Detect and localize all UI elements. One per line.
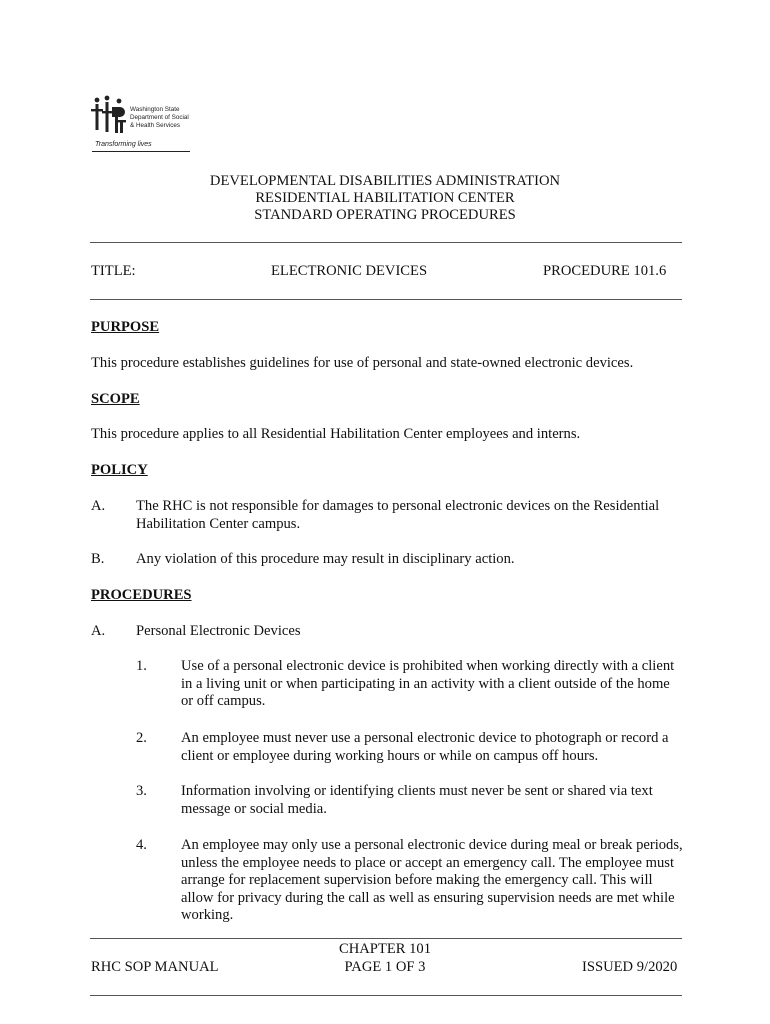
purpose-heading: PURPOSE (91, 319, 160, 335)
header-line-1: DEVELOPMENTAL DISABILITIES ADMINISTRATION (209, 173, 561, 189)
procedure-item-4-number: 4. (136, 837, 147, 853)
dshs-logo (90, 95, 200, 155)
logo-line-3: & Health Services (130, 122, 181, 129)
procedure-section-a-label: A. (91, 623, 106, 639)
logo-underline (92, 151, 190, 152)
footer-manual: RHC SOP MANUAL (91, 959, 219, 975)
header-divider (90, 242, 682, 243)
procedure-number: PROCEDURE 101.6 (543, 263, 667, 279)
logo-line-1: Washington State (130, 106, 180, 113)
procedure-item-3-number: 3. (136, 783, 147, 799)
scope-heading: SCOPE (91, 391, 140, 407)
procedure-section-a-title: Personal Electronic Devices (136, 623, 301, 639)
header-line-3: STANDARD OPERATING PROCEDURES (254, 207, 516, 223)
procedure-item-2-number: 2. (136, 730, 147, 746)
header-line-2: RESIDENTIAL HABILITATION CENTER (255, 190, 515, 206)
footer-divider-bottom (90, 995, 682, 996)
procedure-item-2-text: An employee must never use a personal electronic device to photograph or record a client or employee during working hours or while on campus off hours. (181, 730, 669, 764)
policy-item-a-text: The RHC is not responsible for damages to personal electronic devices on the Residential Habilitation Center campus. (136, 498, 660, 532)
purpose-text: This procedure establishes guidelines for use of personal and state-owned electronic devices. (91, 355, 634, 371)
footer-page: PAGE 1 OF 3 (344, 959, 426, 975)
procedure-item-1-text: Use of a personal electronic device is prohibited when working directly with a client in a living unit or when participating in an activity with a client outside of the home or off campus. (181, 658, 675, 709)
footer-chapter: CHAPTER 101 (338, 941, 432, 957)
logo-line-2: Department of Social (130, 114, 189, 121)
title-divider (90, 299, 682, 300)
policy-item-b-text: Any violation of this procedure may result in disciplinary action. (136, 551, 515, 567)
policy-item-b-label: B. (91, 551, 105, 567)
title-label: TITLE: (91, 263, 136, 279)
procedures-heading: PROCEDURES (91, 587, 192, 603)
procedure-item-3-text: Information involving or identifying clients must never be sent or shared via text message or social media. (181, 783, 653, 817)
policy-item-a-label: A. (91, 498, 106, 514)
logo-tagline: Transforming lives (95, 141, 152, 148)
procedure-item-1-number: 1. (136, 658, 147, 674)
footer-divider-top (90, 938, 682, 939)
document-title: ELECTRONIC DEVICES (271, 263, 428, 279)
scope-text: This procedure applies to all Residential Habilitation Center employees and interns. (91, 426, 581, 442)
footer-issued: ISSUED 9/2020 (582, 959, 678, 975)
policy-heading: POLICY (91, 462, 148, 478)
dshs-emblem-icon (90, 95, 128, 137)
procedure-item-4-text: An employee may only use a personal electronic device during meal or break periods, unless the employee needs to place or accept an emergency call. The employee must arrange for replacement supervision before making the emergency call. This will allow for privacy during the call as well as ensuring supervision needs are met while working. (181, 837, 683, 923)
